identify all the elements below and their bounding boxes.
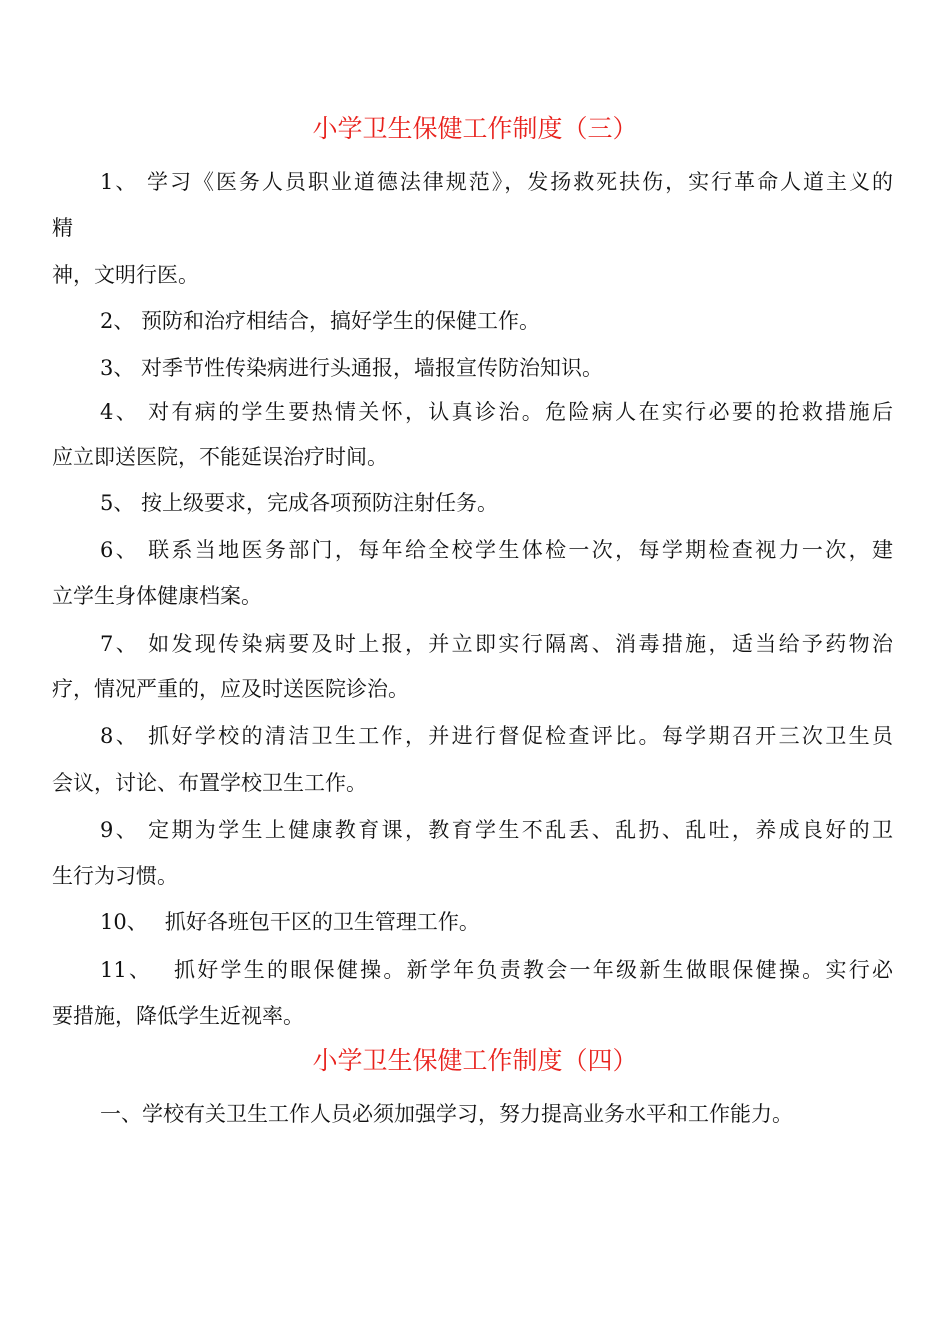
rule-6-line-1: 6、 联系当地医务部门，每年给全校学生体检一次，每学期检查视力一次，建 bbox=[100, 538, 893, 562]
rule-11-line-1: 11、 抓好学生的眼保健操。新学年负责教会一年级新生做眼保健操。实行必 bbox=[100, 958, 893, 982]
rule-8-line-2: 会议，讨论、布置学校卫生工作。 bbox=[52, 771, 367, 795]
rule-11-line-2: 要措施，降低学生近视率。 bbox=[52, 1004, 304, 1028]
section-4-title: 小学卫生保健工作制度（四） bbox=[312, 1046, 638, 1075]
rule-3: 3、 对季节性传染病进行头通报，墙报宣传防治知识。 bbox=[100, 356, 604, 380]
rule-1-line-1: 1、 学习《医务人员职业道德法律规范》，发扬救死扶伤，实行革命人道主义的 bbox=[100, 170, 893, 194]
rule-9-line-2: 生行为习惯。 bbox=[52, 864, 178, 888]
rule-1-line-3: 神，文明行医。 bbox=[52, 263, 199, 287]
rule-1-line-2: 精 bbox=[52, 216, 73, 240]
rule-5: 5、 按上级要求，完成各项预防注射任务。 bbox=[100, 491, 499, 515]
rule-8-line-1: 8、 抓好学校的清洁卫生工作，并进行督促检查评比。每学期召开三次卫生员 bbox=[100, 724, 893, 748]
rule-7-line-1: 7、 如发现传染病要及时上报，并立即实行隔离、消毒措施，适当给予药物治 bbox=[100, 632, 893, 656]
section-3-title: 小学卫生保健工作制度（三） bbox=[312, 114, 638, 143]
rule-9-line-1: 9、 定期为学生上健康教育课，教育学生不乱丢、乱扔、乱吐，养成良好的卫 bbox=[100, 818, 893, 842]
section-4-rule-1: 一、学校有关卫生工作人员必须加强学习，努力提高业务水平和工作能力。 bbox=[100, 1102, 793, 1126]
rule-4-line-2: 应立即送医院，不能延误治疗时间。 bbox=[52, 445, 388, 469]
rule-2: 2、 预防和治疗相结合，搞好学生的保健工作。 bbox=[100, 309, 541, 333]
rule-4-line-1: 4、 对有病的学生要热情关怀，认真诊治。危险病人在实行必要的抢救措施后 bbox=[100, 400, 893, 424]
rule-6-line-2: 立学生身体健康档案。 bbox=[52, 584, 262, 608]
rule-10: 10、 抓好各班包干区的卫生管理工作。 bbox=[100, 910, 480, 934]
rule-7-line-2: 疗，情况严重的，应及时送医院诊治。 bbox=[52, 677, 409, 701]
